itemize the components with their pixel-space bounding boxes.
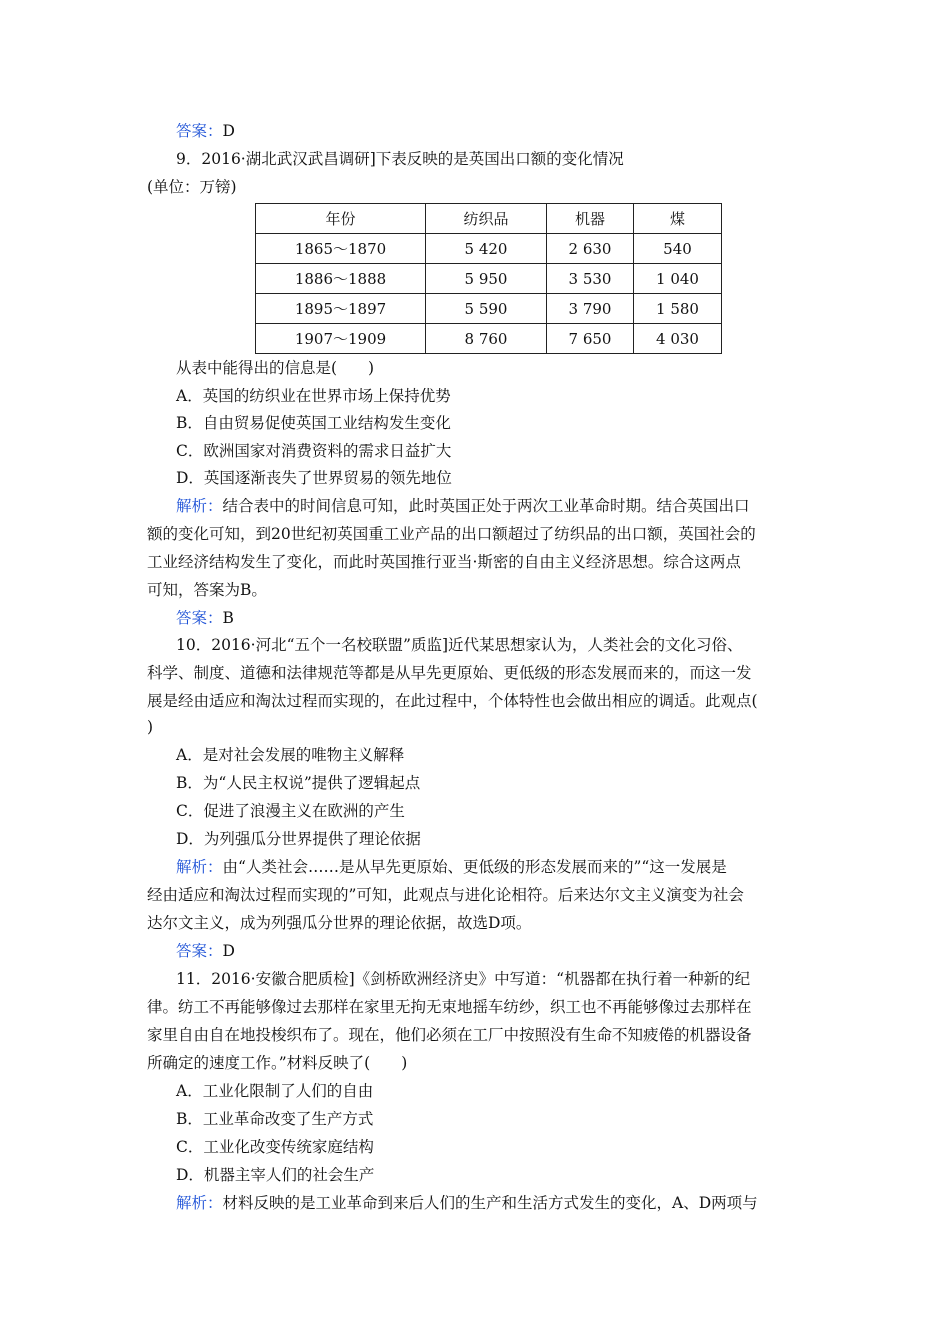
q11-option-a: A．工业化限制了人们的自由: [176, 1082, 374, 1100]
q11-analysis: [176, 1192, 758, 1214]
table-cell: 1865～1870: [256, 234, 426, 264]
table-header: 年份: [256, 204, 426, 234]
table-row: [256, 294, 722, 324]
q11-option-b: B．工业革命改变了生产方式: [176, 1110, 374, 1128]
q10-stem: 10．2016·河北“五个一名校联盟”质监]近代某思想家认为，人类社会的文化习俗、: [176, 636, 743, 654]
q10-analysis-line: 达尔文主义，成为列强瓜分世界的理论依据，故选D项。: [147, 914, 532, 932]
q9-option-b: B．自由贸易促使英国工业结构发生变化: [176, 414, 451, 432]
q9-option-d: D．英国逐渐丧失了世界贸易的领先地位: [176, 469, 452, 487]
q9-analysis-line: 工业经济结构发生了变化，而此时英国推行亚当·斯密的自由主义经济思想。综合这两点: [147, 553, 741, 571]
answer-value: B: [222, 609, 234, 627]
analysis-label: 解析：: [176, 858, 223, 876]
q11-stem: 11．2016·安徽合肥质检]《剑桥欧洲经济史》中写道：“机器都在执行着一种新的纪: [176, 970, 751, 988]
q10-option-d: D．为列强瓜分世界提供了理论依据: [176, 830, 421, 848]
table-cell: 2 630: [547, 234, 634, 264]
table-cell: 1895～1897: [256, 294, 426, 324]
q10-stem-line: 展是经由适应和淘汰过程而实现的，在此过程中，个体特性也会做出相应的调适。此观点(: [147, 692, 758, 710]
table-row: [256, 234, 722, 264]
table-header: 煤: [634, 204, 722, 234]
q9-analysis-line: 额的变化可知，到20世纪初英国重工业产品的出口额超过了纺织品的出口额，英国社会的: [147, 525, 756, 543]
table-cell: 1886～1888: [256, 264, 426, 294]
table-header: 机器: [547, 204, 634, 234]
q9-analysis-line: 可知，答案为B。: [147, 581, 267, 599]
table-cell: 5 420: [426, 234, 547, 264]
analysis-text: 由“人类社会……是从早先更原始、更低级的形态发展而来的”“这一发展是: [222, 858, 727, 876]
table-row: [256, 324, 722, 354]
q10-stem-line: 科学、制度、道德和法律规范等都是从早先更原始、更低级的形态发展而来的，而这一发: [147, 664, 752, 682]
table-cell: 5 950: [426, 264, 547, 294]
answer-label: 答案：: [176, 942, 223, 960]
q9-option-a: A．英国的纺织业在世界市场上保持优势: [176, 387, 451, 405]
q10-stem-line: ): [147, 718, 154, 736]
table-cell: 3 790: [547, 294, 634, 324]
table-cell: 1 040: [634, 264, 722, 294]
q10-option-b: B．为“人民主权说”提供了逻辑起点: [176, 774, 421, 792]
q11-stem-line: 家里自由自在地投梭织布了。现在，他们必须在工厂中按照没有生命不知疲倦的机器设备: [147, 1026, 752, 1044]
analysis-label: 解析：: [176, 497, 223, 515]
table-row: [256, 264, 722, 294]
q10-analysis: [176, 856, 727, 878]
table-header-row: [256, 204, 722, 234]
analysis-text: 材料反映的是工业革命到来后人们的生产和生活方式发生的变化，A、D两项与: [222, 1194, 758, 1212]
table-cell: 5 590: [426, 294, 547, 324]
answer-value: D: [222, 942, 235, 960]
q8-answer: [176, 120, 235, 142]
q9-option-c: C．欧洲国家对消费资料的需求日益扩大: [176, 442, 452, 460]
table-header: 纺织品: [426, 204, 547, 234]
table-cell: 4 030: [634, 324, 722, 354]
q10-analysis-line: 经由适应和淘汰过程而实现的”可知，此观点与进化论相符。后来达尔文主义演变为社会: [147, 886, 744, 904]
q11-stem-line: 所确定的速度工作。”材料反映了( ): [147, 1054, 408, 1072]
table-cell: 7 650: [547, 324, 634, 354]
table-cell: 3 530: [547, 264, 634, 294]
export-table: [255, 203, 722, 354]
q9-question: 从表中能得出的信息是( ): [176, 359, 375, 377]
q10-answer: [176, 940, 235, 962]
q9-stem: 9．2016·湖北武汉武昌调研]下表反映的是英国出口额的变化情况: [176, 150, 624, 168]
q9-unit: (单位：万镑): [147, 178, 237, 196]
table-cell: 1 580: [634, 294, 722, 324]
answer-label: 答案：: [176, 609, 223, 627]
q11-option-d: D．机器主宰人们的社会生产: [176, 1166, 375, 1184]
table-cell: 8 760: [426, 324, 547, 354]
q10-option-c: C．促进了浪漫主义在欧洲的产生: [176, 802, 405, 820]
q10-option-a: A．是对社会发展的唯物主义解释: [176, 746, 405, 764]
table-cell: 540: [634, 234, 722, 264]
q11-stem-line: 律。纺工不再能够像过去那样在家里无拘无束地摇车纺纱，织工也不再能够像过去那样在: [147, 998, 752, 1016]
analysis-text: 结合表中的时间信息可知，此时英国正处于两次工业革命时期。结合英国出口: [222, 497, 750, 515]
answer-label: 答案：: [176, 122, 223, 140]
q9-analysis: [176, 495, 750, 517]
q9-answer: [176, 607, 234, 629]
answer-value: D: [222, 122, 235, 140]
q11-option-c: C．工业化改变传统家庭结构: [176, 1138, 374, 1156]
table-cell: 1907～1909: [256, 324, 426, 354]
analysis-label: 解析：: [176, 1194, 223, 1212]
